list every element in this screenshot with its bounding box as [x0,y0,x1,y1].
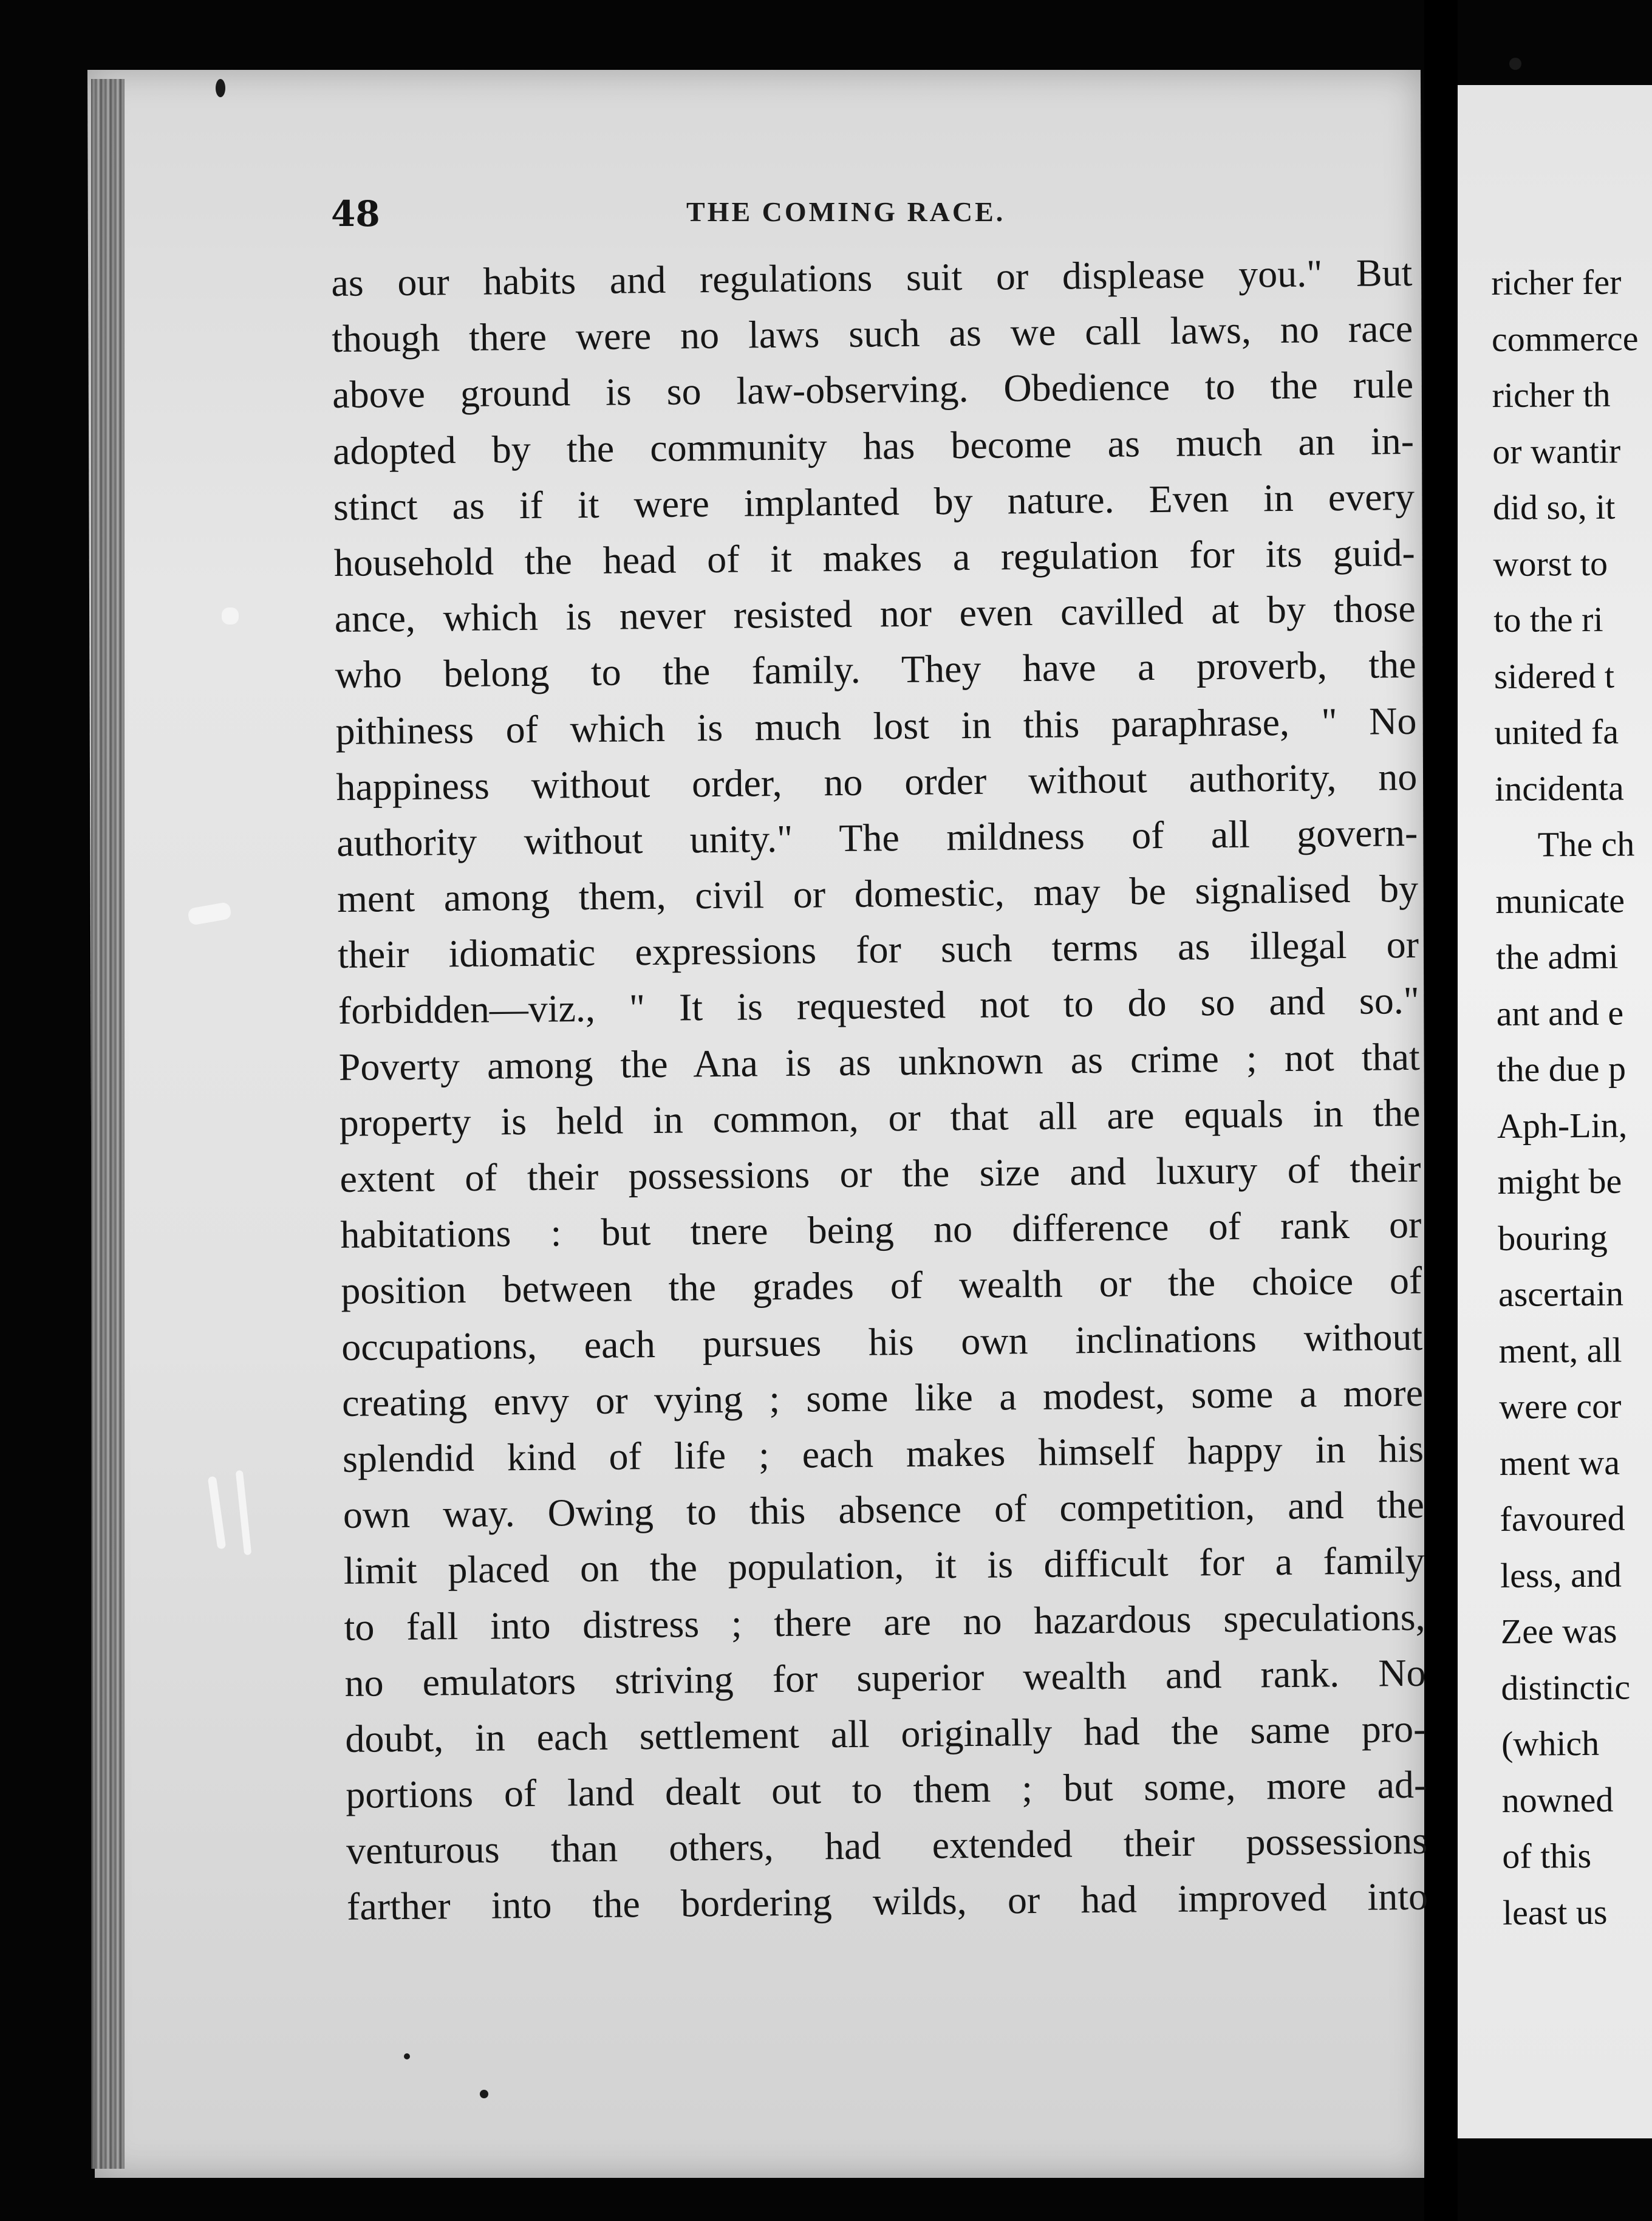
text-line: farther into the bordering wilds, or had improved into [346,1875,1428,1929]
right-page-line: richer fer [1491,262,1622,303]
text-line: position between the grades of wealth or the choice of [341,1259,1422,1313]
scan-speck [404,2053,410,2059]
text-line: splendid kind of life ; each makes himself happy in his [342,1426,1424,1480]
right-page-line: sidered t [1493,655,1615,696]
text-line: habitations : but tnere being no difference of rank or [340,1203,1422,1257]
right-page-line: Aph-Lin, [1497,1104,1628,1146]
text-line: as our habits and regulations suit or displease you." But [331,250,1413,304]
right-page-line: less, and [1500,1555,1622,1595]
right-page-line: distinctic [1501,1666,1631,1708]
right-page-line: or wantir [1492,431,1621,471]
right-page-line: commerce [1491,318,1639,359]
text-line: own way. Owing to this absence of competition, and the [343,1482,1425,1537]
right-page-line: united fa [1494,711,1619,752]
text-line: occupations, each pursues his own inclinations without [341,1315,1423,1369]
text-line: extent of their possessions or the size and luxury of their [340,1146,1421,1200]
text-line: household the head of it makes a regulation for its guid- [333,530,1416,584]
right-page-line: ment wa [1499,1442,1620,1483]
right-page-text [1491,254,1652,1941]
text-line: though there were no laws such as we call laws, no race [331,307,1413,361]
scan-speck [216,79,225,97]
right-page-line: did so, it [1492,487,1616,527]
text-line: portions of land dealt out to them ; but some, more ad- [345,1762,1427,1816]
text-line: venturous than others, had extended their possessions [346,1819,1428,1873]
text-line: pithiness of which is much lost in this paraphrase, " No [335,699,1417,753]
scan-speck [1509,58,1521,70]
text-line: doubt, in each settlement all originally had the same pro- [345,1706,1427,1761]
right-page-line: ant and e [1496,993,1624,1033]
right-page-line: nowned [1501,1779,1614,1820]
right-page-line: worst to [1493,543,1608,584]
page-edge [91,79,125,2169]
text-line: no emulators striving for superior wealth and rank. No [344,1651,1426,1705]
right-page-line: to the ri [1493,599,1603,640]
text-line: stinct as if it were implanted by nature. Even in every [333,474,1415,529]
right-page-line: municate [1495,880,1625,921]
book-gutter [1424,0,1458,2221]
scan-streak [222,607,239,625]
right-page-line: (which [1501,1723,1600,1764]
text-line: ance, which is never resisted nor even cavilled at by those [334,587,1416,641]
right-page-line: of this [1502,1835,1592,1876]
text-line: property is held in common, or that all are equals in the [339,1090,1421,1145]
text-line: Poverty among the Ana is as unknown as crime ; not that [338,1035,1421,1089]
text-line: limit placed on the population, it is difficult for a family [343,1539,1425,1593]
text-line: authority without unity." The mildness of all govern- [336,810,1418,864]
right-page-line: ment, all [1498,1330,1622,1371]
text-line: to fall into distress ; there are no hazardous speculations, [344,1595,1425,1649]
right-page-line: ascertain [1498,1273,1624,1314]
text-line: their idiomatic expressions for such terms as illegal or [337,923,1419,977]
right-page-line: favoured [1500,1498,1625,1539]
right-page-line: The ch [1537,824,1635,864]
text-line: creating envy or vying ; some like a modest, some a more [341,1371,1424,1425]
text-line: ment among them, civil or domestic, may be signalised by [336,866,1419,921]
text-line: happiness without order, no order without authority, no [336,755,1418,809]
right-page-line: might be [1497,1161,1622,1202]
right-page-line: the admi [1495,936,1619,977]
right-page-line: the due p [1497,1049,1626,1089]
text-line: forbidden—viz., " It is requested not to do so and so." [338,979,1420,1033]
text-line: who belong to the family. They have a proverb, the [335,643,1416,697]
page-number: 48 [331,193,380,234]
running-head-title: THE COMING RACE. [686,196,1006,227]
running-head [331,193,1449,236]
right-page-line: least us [1502,1892,1608,1932]
right-page-line: richer th [1492,374,1611,415]
scan-speck [480,2090,488,2098]
left-page-text [331,245,1428,1935]
text-line: above ground is so law-observing. Obedience to the rule [332,363,1414,417]
right-page-line: were cor [1499,1386,1622,1426]
text-line: adopted by the community has become as much an in- [332,419,1415,473]
right-page-line: bouring [1498,1217,1608,1258]
right-page-line: incidenta [1494,767,1624,809]
right-page-line: Zee was [1500,1610,1617,1651]
